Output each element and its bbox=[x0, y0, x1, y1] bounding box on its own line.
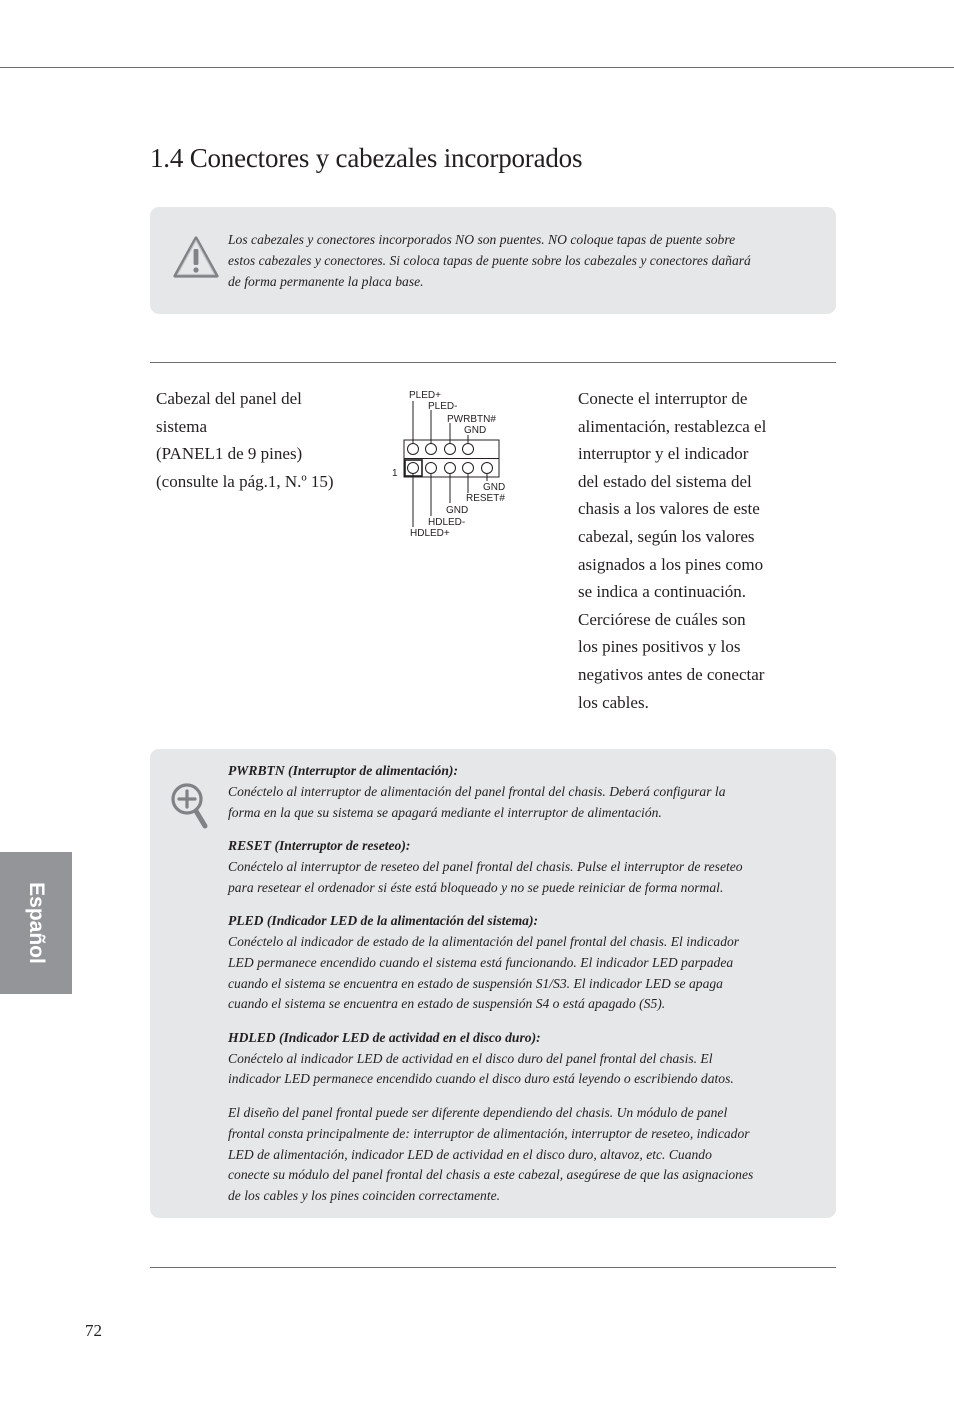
instruction-line: los cables. bbox=[578, 692, 649, 712]
warning-line: Los cabezales y conectores incorporados NO son puentes. NO coloque tapas de puente sobre bbox=[228, 232, 736, 247]
pin-label-gnd-bottom: GND bbox=[446, 505, 469, 516]
note-item-title: RESET (Interruptor de reseteo): bbox=[228, 838, 411, 854]
pin-label-pled-plus: PLED+ bbox=[409, 390, 441, 401]
pin-label-pwrbtn: PWRBTN# bbox=[447, 414, 496, 425]
note-item-title: PWRBTN (Interruptor de alimentación): bbox=[228, 763, 458, 778]
instruction-line: Conecte el interruptor de bbox=[578, 389, 748, 408]
instruction-line: interruptor y el indicador bbox=[578, 444, 749, 464]
pin bbox=[408, 463, 419, 474]
note-item-line: Conéctelo al indicador LED de actividad en el disco duro del panel frontal del chasis. El bbox=[228, 1050, 713, 1066]
warning-line: de forma permanente la placa base. bbox=[228, 274, 424, 289]
warning-triangle-icon bbox=[172, 235, 220, 279]
note-item-line: El diseño del panel frontal puede ser diferente dependiendo del chasis. Un módulo de panel bbox=[228, 1104, 728, 1120]
header-description-line: (PANEL1 de 9 pines) bbox=[156, 444, 303, 464]
note-item-title: PLED (Indicador LED de la alimentación del sistema): bbox=[228, 913, 538, 929]
pin bbox=[463, 463, 474, 474]
note-item-line: cuando el sistema se encuentra en estado de suspensión S4 o está apagado (S5). bbox=[228, 996, 666, 1012]
note-item-hdled bbox=[228, 1028, 788, 1090]
note-item-line: LED de alimentación, indicador LED de actividad en el disco duro, altavoz, etc. Cuando bbox=[228, 1146, 712, 1162]
instruction-line: se indica a continuación. bbox=[578, 582, 747, 602]
top-rule bbox=[0, 67, 954, 68]
pin-1-label: 1 bbox=[392, 468, 398, 479]
note-item-line: para resetear el ordenador si éste está bloqueado y no se puede reiniciar de forma normal. bbox=[228, 879, 724, 895]
note-box bbox=[150, 749, 836, 1218]
note-content bbox=[228, 761, 788, 1220]
instruction-line: chasis a los valores de este bbox=[578, 499, 760, 519]
instruction-line: cabezal, según los valores bbox=[578, 526, 755, 546]
language-tab-label: Español bbox=[25, 882, 48, 964]
note-item-line: conecte su módulo del panel frontal del chasis a este cabezal, asegúrese de que las asignaciones bbox=[228, 1167, 754, 1183]
note-item-title: HDLED (Indicador LED de actividad en el disco duro): bbox=[228, 1029, 541, 1045]
instruction-line: alimentación, restablezca el bbox=[578, 416, 767, 436]
note-item-pled bbox=[228, 911, 788, 1015]
pin-label-gnd-top: GND bbox=[464, 425, 487, 436]
pin-label-gnd-right: GND bbox=[483, 482, 506, 493]
note-item-panel-design bbox=[228, 1103, 788, 1207]
note-item-line: de los cables y los pines coinciden correctamente. bbox=[228, 1188, 501, 1204]
instruction-text bbox=[578, 385, 783, 716]
instruction-line: asignados a los pines como bbox=[578, 554, 764, 574]
panel-header-diagram bbox=[388, 387, 528, 539]
pin bbox=[463, 444, 474, 455]
header-description-line: sistema bbox=[156, 416, 207, 436]
note-item-line: LED permanece encendido cuando el sistema está funcionando. El indicador LED parpadea bbox=[228, 954, 734, 970]
pin-label-hdled-plus: HDLED+ bbox=[410, 528, 450, 539]
header-description-line: (consulte la pág.1, N.º 15) bbox=[156, 471, 334, 491]
section-divider bbox=[150, 362, 836, 363]
pin-label-hdled-minus: HDLED- bbox=[428, 517, 466, 528]
language-side-tab bbox=[0, 852, 72, 994]
instruction-line: los pines positivos y los bbox=[578, 637, 741, 657]
note-item-line: forma en la que su sistema se apagará mediante el interruptor de alimentación. bbox=[228, 804, 662, 820]
instruction-line: Cerciórese de cuáles son bbox=[578, 609, 746, 629]
pin bbox=[482, 463, 493, 474]
bottom-rule bbox=[150, 1267, 836, 1268]
pin bbox=[408, 444, 419, 455]
note-item-line: frontal consta principalmente de: interruptor de alimentación, interruptor de reseteo, indicador bbox=[228, 1125, 750, 1141]
note-item-pwrbtn bbox=[228, 761, 788, 823]
magnifier-plus-icon bbox=[170, 781, 210, 831]
note-item-line: indicador LED permanece encendido cuando el disco duro está leyendo o escribiendo datos. bbox=[228, 1071, 734, 1087]
warning-line: estos cabezales y conectores. Si coloca tapas de puente sobre los cabezales y conectores dañará bbox=[228, 253, 751, 268]
note-item-reset bbox=[228, 836, 788, 898]
pin bbox=[445, 444, 456, 455]
pin-label-reset: RESET# bbox=[466, 493, 505, 504]
note-item-line: Conéctelo al interruptor de reseteo del panel frontal del chasis. Pulse el interruptor de reseteo bbox=[228, 858, 743, 874]
note-item-line: cuando el sistema se encuentra en estado de suspensión S1/S3. El indicador LED se apaga bbox=[228, 975, 723, 991]
note-item-line: Conéctelo al indicador de estado de la alimentación del panel frontal del chasis. El indicador bbox=[228, 933, 740, 949]
pin bbox=[445, 463, 456, 474]
pin bbox=[426, 463, 437, 474]
warning-box bbox=[150, 207, 836, 314]
pin-label-pled-minus: PLED- bbox=[428, 401, 458, 412]
warning-text bbox=[228, 229, 778, 292]
instruction-line: del estado del sistema del bbox=[578, 471, 752, 491]
note-item-line: Conéctelo al interruptor de alimentación del panel frontal del chasis. Deberá configurar la bbox=[228, 783, 726, 799]
header-description bbox=[156, 385, 356, 495]
instruction-line: negativos antes de conectar bbox=[578, 664, 765, 684]
pin bbox=[426, 444, 437, 455]
section-title: 1.4 Conectores y cabezales incorporados bbox=[150, 143, 583, 173]
header-description-line: Cabezal del panel del bbox=[156, 389, 302, 408]
page-number: 72 bbox=[85, 1321, 102, 1340]
